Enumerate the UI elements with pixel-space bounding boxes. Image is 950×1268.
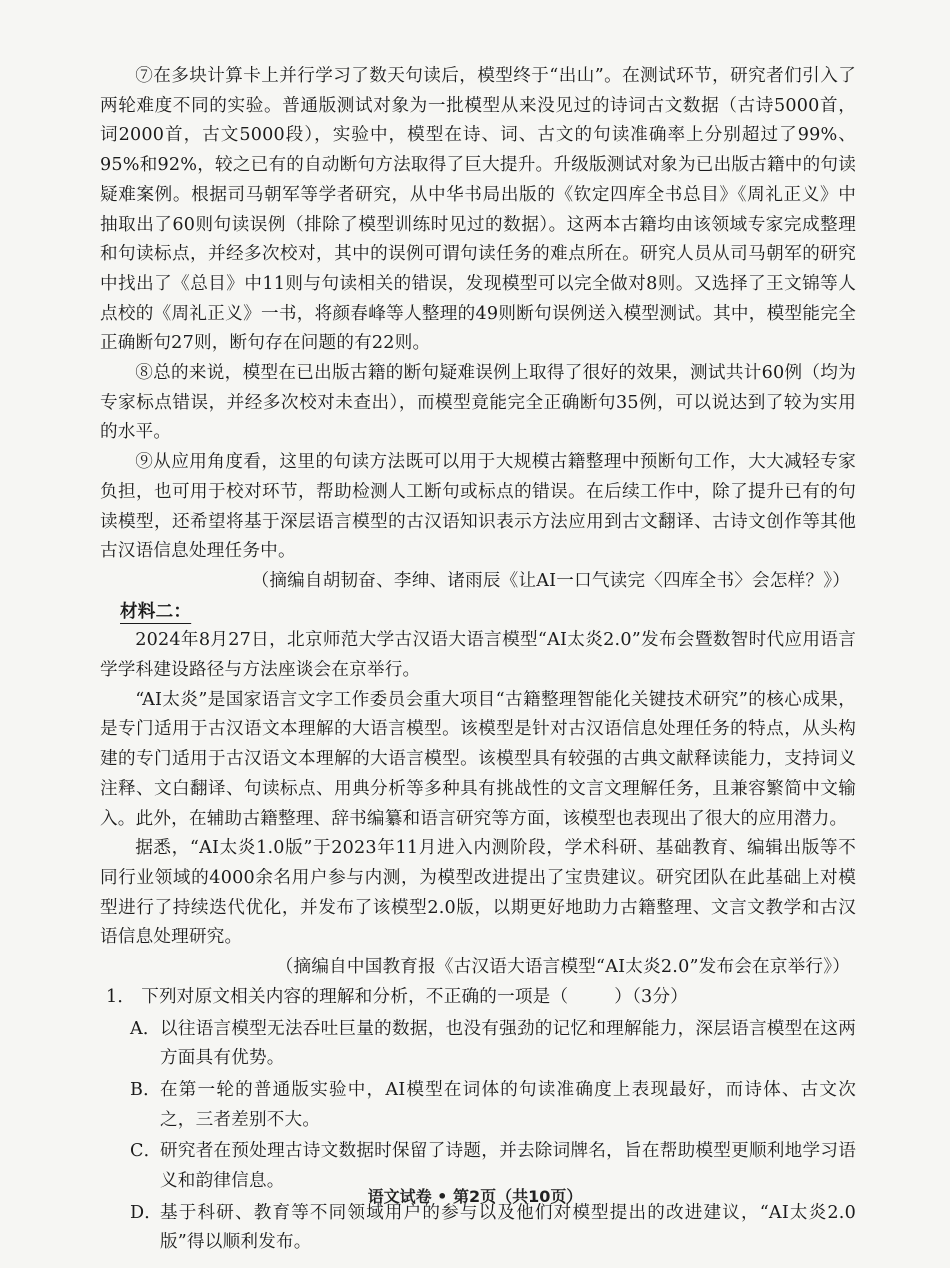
question-stem-end: ）（3分） xyxy=(614,986,689,1007)
question-stem-text: 下列对原文相关内容的理解和分析，不正确的一项是（ xyxy=(141,986,569,1007)
material2-source: （摘编自中国教育报《古汉语大语言模型“AI太炎2.0”发布会在京举行》） xyxy=(275,957,850,978)
exam-page xyxy=(100,62,856,1258)
option-letter: D． xyxy=(130,1202,163,1223)
option-letter: C． xyxy=(130,1141,162,1162)
material2-paragraph-1: 2024年8月27日，北京师范大学古汉语大语言模型“AI太炎2.0”发布会暨数智时代应用语言学学科建设路径与方法座谈会在京举行。 xyxy=(100,630,856,681)
paragraph-7: ⑦在多块计算卡上并行学习了数天句读后，模型终于“出山”。在测试环节，研究者们引入了两轮难度不同的实验。普通版测试对象为一批模型从来没见过的诗词古文数据（古诗5000首，词2000首，古文5000段），实验中，模型在诗、词、古文的句读准确率上分别超过了99%、95%和92%，较之已有的自动断句方法取得了巨大提升。升级版测试对象为已出版古籍中的句读疑难案例。根据司马朝军等学者研究，从中华书局出版的《钦定四库全书总目》《周礼正义》中抽取出了60则句读误例（排除了模型训练时见过的数据）。这两本古籍均由该领域专家完成整理和句读标点，并经多次校对，其中的误例可谓句读任务的难点所在。研究人员从司马朝军的研究中找出了《总目》中11则与句读相关的错误，发现模型可以完全做对8则。又选择了王文锦等人点校的《周礼正义》一书，将颜春峰等人整理的49则断句误例送入模型测试。其中，模型能完全正确断句27则，断句存在问题的有22则。 xyxy=(100,66,856,354)
question-number: 1． xyxy=(106,986,136,1007)
material2-paragraph-2: “AI太炎”是国家语言文字工作委员会重大项目“古籍整理智能化关键技术研究”的核心成果，是专门适用于古汉语文本理解的大语言模型。该模型是针对古汉语信息处理任务的特点，从头构建的专门适用于古汉语文本理解的大语言模型。该模型具有较强的古典文献释读能力，支持词义注释、文白翻译、句读标点、用典分析等多种具有挑战性的文言文理解任务，且兼容繁简中文输入。此外，在辅助古籍整理、辞书编纂和语言研究等方面，该模型也表现出了很大的应用潜力。 xyxy=(100,689,856,829)
question-1-stem xyxy=(100,983,856,1013)
option-letter: B． xyxy=(130,1079,161,1100)
option-b xyxy=(100,1076,856,1135)
paragraph-9: ⑨从应用角度看，这里的句读方法既可以用于大规模古籍整理中预断句工作，大大减轻专家负担，也可用于校对环节，帮助检测人工断句或标点的错误。在后续工作中，除了提升已有的句读模型，还希望将基于深层语言模型的古汉语知识表示方法应用到古文翻译、古诗文创作等其他古汉语信息处理任务中。 xyxy=(100,452,856,562)
option-letter: A． xyxy=(130,1018,161,1039)
option-text: 研究者在预处理古诗文数据时保留了诗题，并去除词牌名，旨在帮助模型更顺利地学习语义和韵律信息。 xyxy=(160,1141,856,1192)
option-text: 以往语言模型无法吞吐巨量的数据，也没有强劲的记忆和理解能力，深层语言模型在这两方面具有优势。 xyxy=(160,1018,856,1069)
page-footer: 语文试卷 • 第2页（共10页） xyxy=(367,1187,583,1206)
material2-paragraph-3: 据悉，“AI太炎1.0版”于2023年11月进入内测阶段，学术科研、基础教育、编辑出版等不同行业领域的4000余名用户参与内测，为模型改进提出了宝贵建议。研究团队在此基础上对模型进行了持续迭代优化，并发布了该模型2.0版，以期更好地助力古籍整理、文言文教学和古汉语信息处理研究。 xyxy=(100,838,856,948)
material1-source: （摘编自胡韧奋、李绅、诸雨辰《让AI一口气读完〈四库全书〉会怎样？》） xyxy=(251,570,850,591)
option-text: 在第一轮的普通版实验中，AI模型在词体的句读准确度上表现最好，而诗体、古文次之，三者差别不大。 xyxy=(160,1079,856,1130)
option-d xyxy=(100,1199,856,1258)
option-a xyxy=(100,1015,856,1074)
option-text: 基于科研、教育等不同领域用户的参与以及他们对模型提出的改进建议，“AI太炎2.0版”得以顺利发布。 xyxy=(160,1202,856,1253)
material2-label: 材料二： xyxy=(120,600,192,622)
paragraph-8: ⑧总的来说，模型在已出版古籍的断句疑难误例上取得了很好的效果，测试共计60例（均为专家标点错误，并经多次校对未查出），而模型竟能完全正确断句35例，可以说达到了较为实用的水平。 xyxy=(100,363,856,443)
